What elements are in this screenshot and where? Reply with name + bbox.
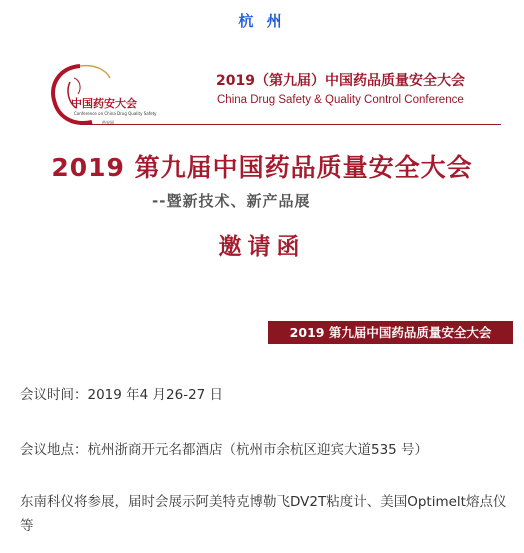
logo-tag: 药安网	[102, 120, 114, 125]
sub-title: --暨新技术、新产品展	[152, 192, 311, 210]
logo-subtitle: Conference on China Drug Quality Safety	[74, 111, 157, 116]
meeting-time: 会议时间：2019 年4 月26-27 日	[20, 387, 224, 403]
logo-title: 中国药安大会	[71, 97, 137, 110]
header-english-title: China Drug Safety & Quality Control Conference	[217, 94, 464, 106]
header-chinese-title: 2019（第九届）中国药品质量安全大会	[216, 73, 465, 89]
conference-banner	[20, 40, 504, 280]
main-title: 2019 第九届中国药品质量安全大会	[51, 153, 473, 182]
conference-logo	[40, 58, 200, 158]
invitation-heading: 邀请函	[218, 234, 306, 260]
city-heading: 杭 州	[238, 12, 286, 30]
exhibitor-note: 东南科仪将参展，届时会展示阿美特克博勒飞DV2T粘度计、美国Optimelt熔点仪等	[20, 494, 507, 534]
meeting-venue: 会议地点：杭州浙商开元名都酒店（杭州市余杭区迎宾大道535 号）	[20, 442, 429, 458]
conference-tag-bar: 2019 第九届中国药品质量安全大会	[268, 321, 513, 344]
header-divider	[80, 124, 501, 125]
